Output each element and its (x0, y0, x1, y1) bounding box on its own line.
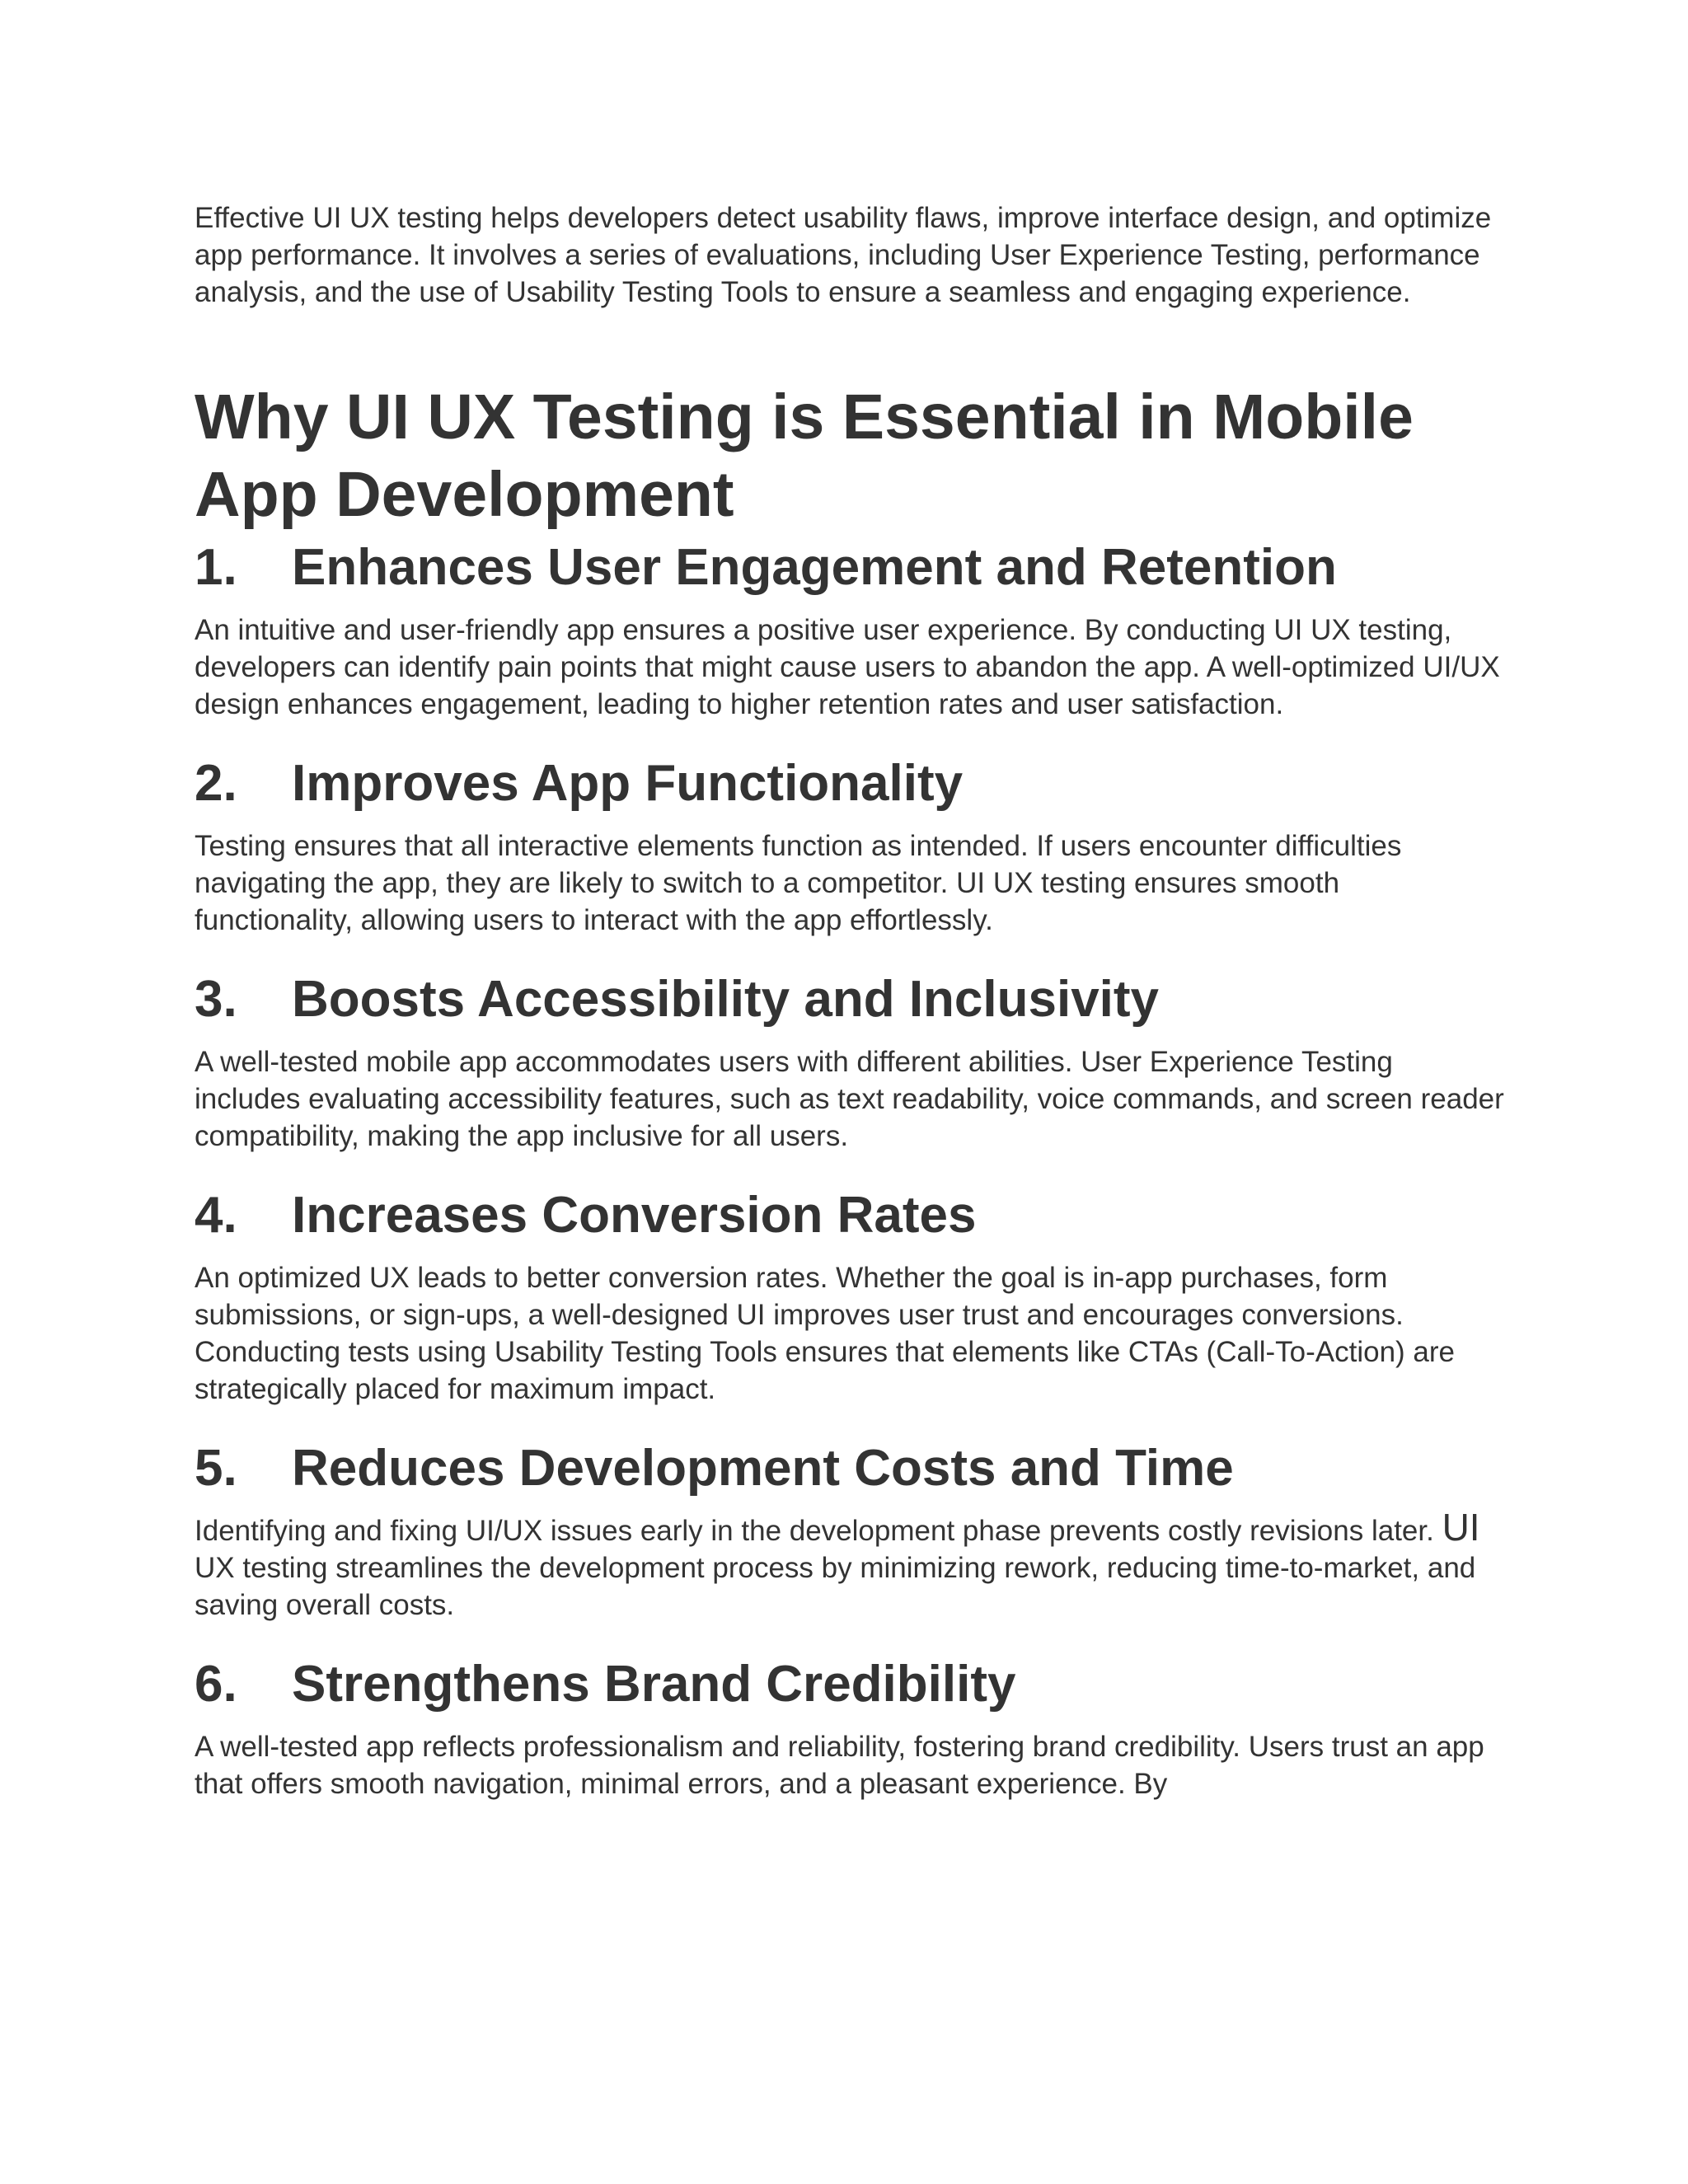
section-heading (195, 1438, 1505, 1499)
document-page (195, 199, 1505, 1802)
section-body (195, 1506, 1505, 1624)
enlarged-text: UI (1442, 1506, 1480, 1549)
section-heading (195, 969, 1505, 1030)
section-3 (195, 969, 1505, 1155)
section-body: An optimized UX leads to better conversion rates. Whether the goal is in-app purchases, form submissions, or sign-ups, a well-designed UI improves user trust and encourages conversions. Conducting tests using Usability Testing Tools ensures that elements like CTAs (Call-To-Action) are strategically placed for maximum impact. (195, 1262, 1456, 1405)
section-number: 5. (195, 1440, 237, 1497)
section-5 (195, 1438, 1505, 1624)
section-heading (195, 537, 1505, 598)
section-2 (195, 753, 1505, 939)
section-heading (195, 753, 1505, 814)
section-heading (195, 1654, 1505, 1715)
section-number: 3. (195, 971, 237, 1028)
section-body: Testing ensures that all interactive elements function as intended. If users encounter difficulties navigating the app, they are likely to switch to a competitor. UI UX testing ensures smooth functionality, allowing users to interact with the app effortlessly. (195, 830, 1402, 936)
section-title: Increases Conversion Rates (292, 1187, 977, 1244)
section-body: An intuitive and user-friendly app ensures a positive user experience. By conducting UI UX testing, developers can identify pain points that might cause users to abandon the app. A well-optimized UI/UX design enhances engagement, leading to higher retention rates and user satisfaction. (195, 614, 1500, 720)
section-1 (195, 537, 1505, 723)
intro-paragraph: Effective UI UX testing helps developers detect usability flaws, improve interface design, and optimize app performance. It involves a series of evaluations, including User Experience Testing, performance analysis, and the use of Usability Testing Tools to ensure a seamless and engaging experience. (195, 202, 1492, 308)
section-title: Boosts Accessibility and Inclusivity (292, 971, 1160, 1028)
section-heading (195, 1185, 1505, 1246)
section-number: 4. (195, 1187, 237, 1244)
section-title: Enhances User Engagement and Retention (292, 539, 1337, 596)
section-number: 1. (195, 539, 237, 596)
section-6 (195, 1654, 1505, 1802)
main-heading: Why UI UX Testing is Essential in Mobile App Development (195, 382, 1414, 530)
section-4 (195, 1185, 1505, 1408)
section-title: Reduces Development Costs and Time (292, 1440, 1234, 1497)
section-body: A well-tested app reflects professionalism and reliability, fostering brand credibility. Users trust an app that offers smooth navigation, minimal errors, and a pleasant experience. By (195, 1731, 1484, 1800)
section-title: Improves App Functionality (292, 755, 964, 812)
section-body: A well-tested mobile app accommodates users with different abilities. User Experience Testing includes evaluating accessibility features, such as text readability, voice commands, and screen reader compatibility, making the app inclusive for all users. (195, 1046, 1504, 1152)
body-text: Identifying and fixing UI/UX issues early in the development phase prevents costly revisions later. (195, 1515, 1442, 1547)
section-title: Strengthens Brand Credibility (292, 1656, 1016, 1713)
section-number: 2. (195, 755, 237, 812)
body-text: UX testing streamlines the development process by minimizing rework, reducing time-to-market, and saving overall costs. (195, 1552, 1476, 1621)
section-number: 6. (195, 1656, 237, 1713)
